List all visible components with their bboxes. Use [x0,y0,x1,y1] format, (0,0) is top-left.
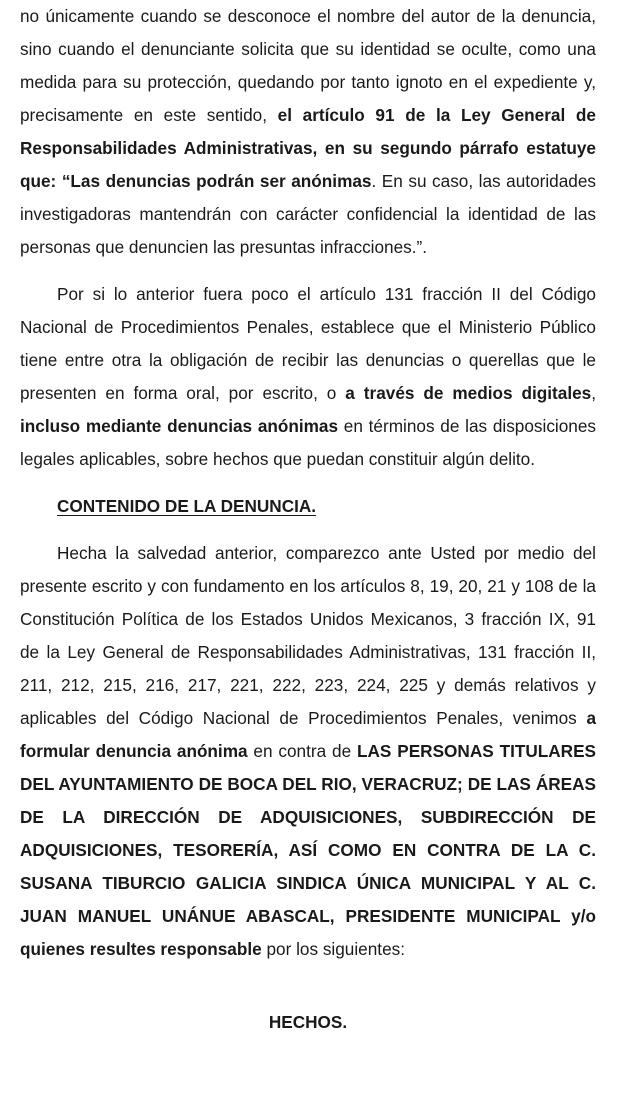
bold-text: incluso mediante denuncias anónimas [20,416,339,436]
paragraph-complaint-content [20,537,596,966]
paragraph-procedural-code [20,278,596,476]
paragraph-text: . En su caso, las autoridades investigadoras mantendrán con carácter confidencial la identidad de las personas que denuncien las presuntas infracciones.”. [20,171,597,257]
paragraph-text: en contra de [247,741,358,761]
bold-text: LAS PERSONAS TITULARES DEL AYUNTAMIENTO DE BOCA DEL RIO, VERACRUZ; DE LAS ÁREAS DE LA DIRECCIÓN DE ADQUISICIONES, SUBDIRECCIÓN DE ADQUISICIONES, TESORERÍA, ASÍ COMO EN CONTRA DE LA C. SUSANA TIBURCIO GALICIA SINDICA ÚNICA MUNICIPAL Y AL C. JUAN MANUEL UNÁNUE ABASCAL, PRESIDENTE MUNICIPAL y/o quienes resultes responsable [20,741,597,959]
paragraph-anonymous-complaint [20,0,596,264]
document-page [20,0,596,1039]
paragraph-text: Por si lo anterior fuera poco el artículo 131 fracción II del Código Nacional de Procedimientos Penales, establece que el Ministerio Público tiene entre otra la obligación de recibir las denuncias o querellas que le presenten en forma oral, por escrito, o [20,284,596,403]
paragraph-text: Hecha la salvedad anterior, comparezco ante Usted por medio del presente escrito y con fundamento en los artículos 8, 19, 20, 21 y 108 de la Constitución Política de los Estados Unidos Mexicanos, 3 fracción IX, 91 de la Ley General de Responsabilidades Administrativas, 131 fracción II, 211, 212, 215, 216, 217, 221, 222, 223, 224, 225 y demás relativos y aplicables del Código Nacional de Procedimientos Penales, venimos [20,543,596,728]
bold-text: a formular denuncia anónima [20,708,596,761]
paragraph-text: no únicamente cuando se desconoce el nombre del autor de la denuncia, sino cuando el denunciante solicita que su identidad se oculte, como una medida para su protección, quedando por tanto ignoto en el expediente y, precisamente en este sentido, [20,6,596,125]
paragraph-text: , [591,383,596,403]
paragraph-text: por los siguientes: [261,939,405,959]
bold-text: el artículo 91 de la Ley General de Responsabilidades Administrativas, en su segundo párrafo estatuye que: “Las denuncias podrán ser anónimas [20,105,596,191]
paragraph-text: en términos de las disposiciones legales aplicables, sobre hechos que puedan constituir algún delito. [20,416,597,469]
final-heading: HECHOS. [268,1012,348,1032]
bold-text: a través de medios digitales [345,383,592,403]
section-heading: CONTENIDO DE LA DENUNCIA. [57,496,317,516]
